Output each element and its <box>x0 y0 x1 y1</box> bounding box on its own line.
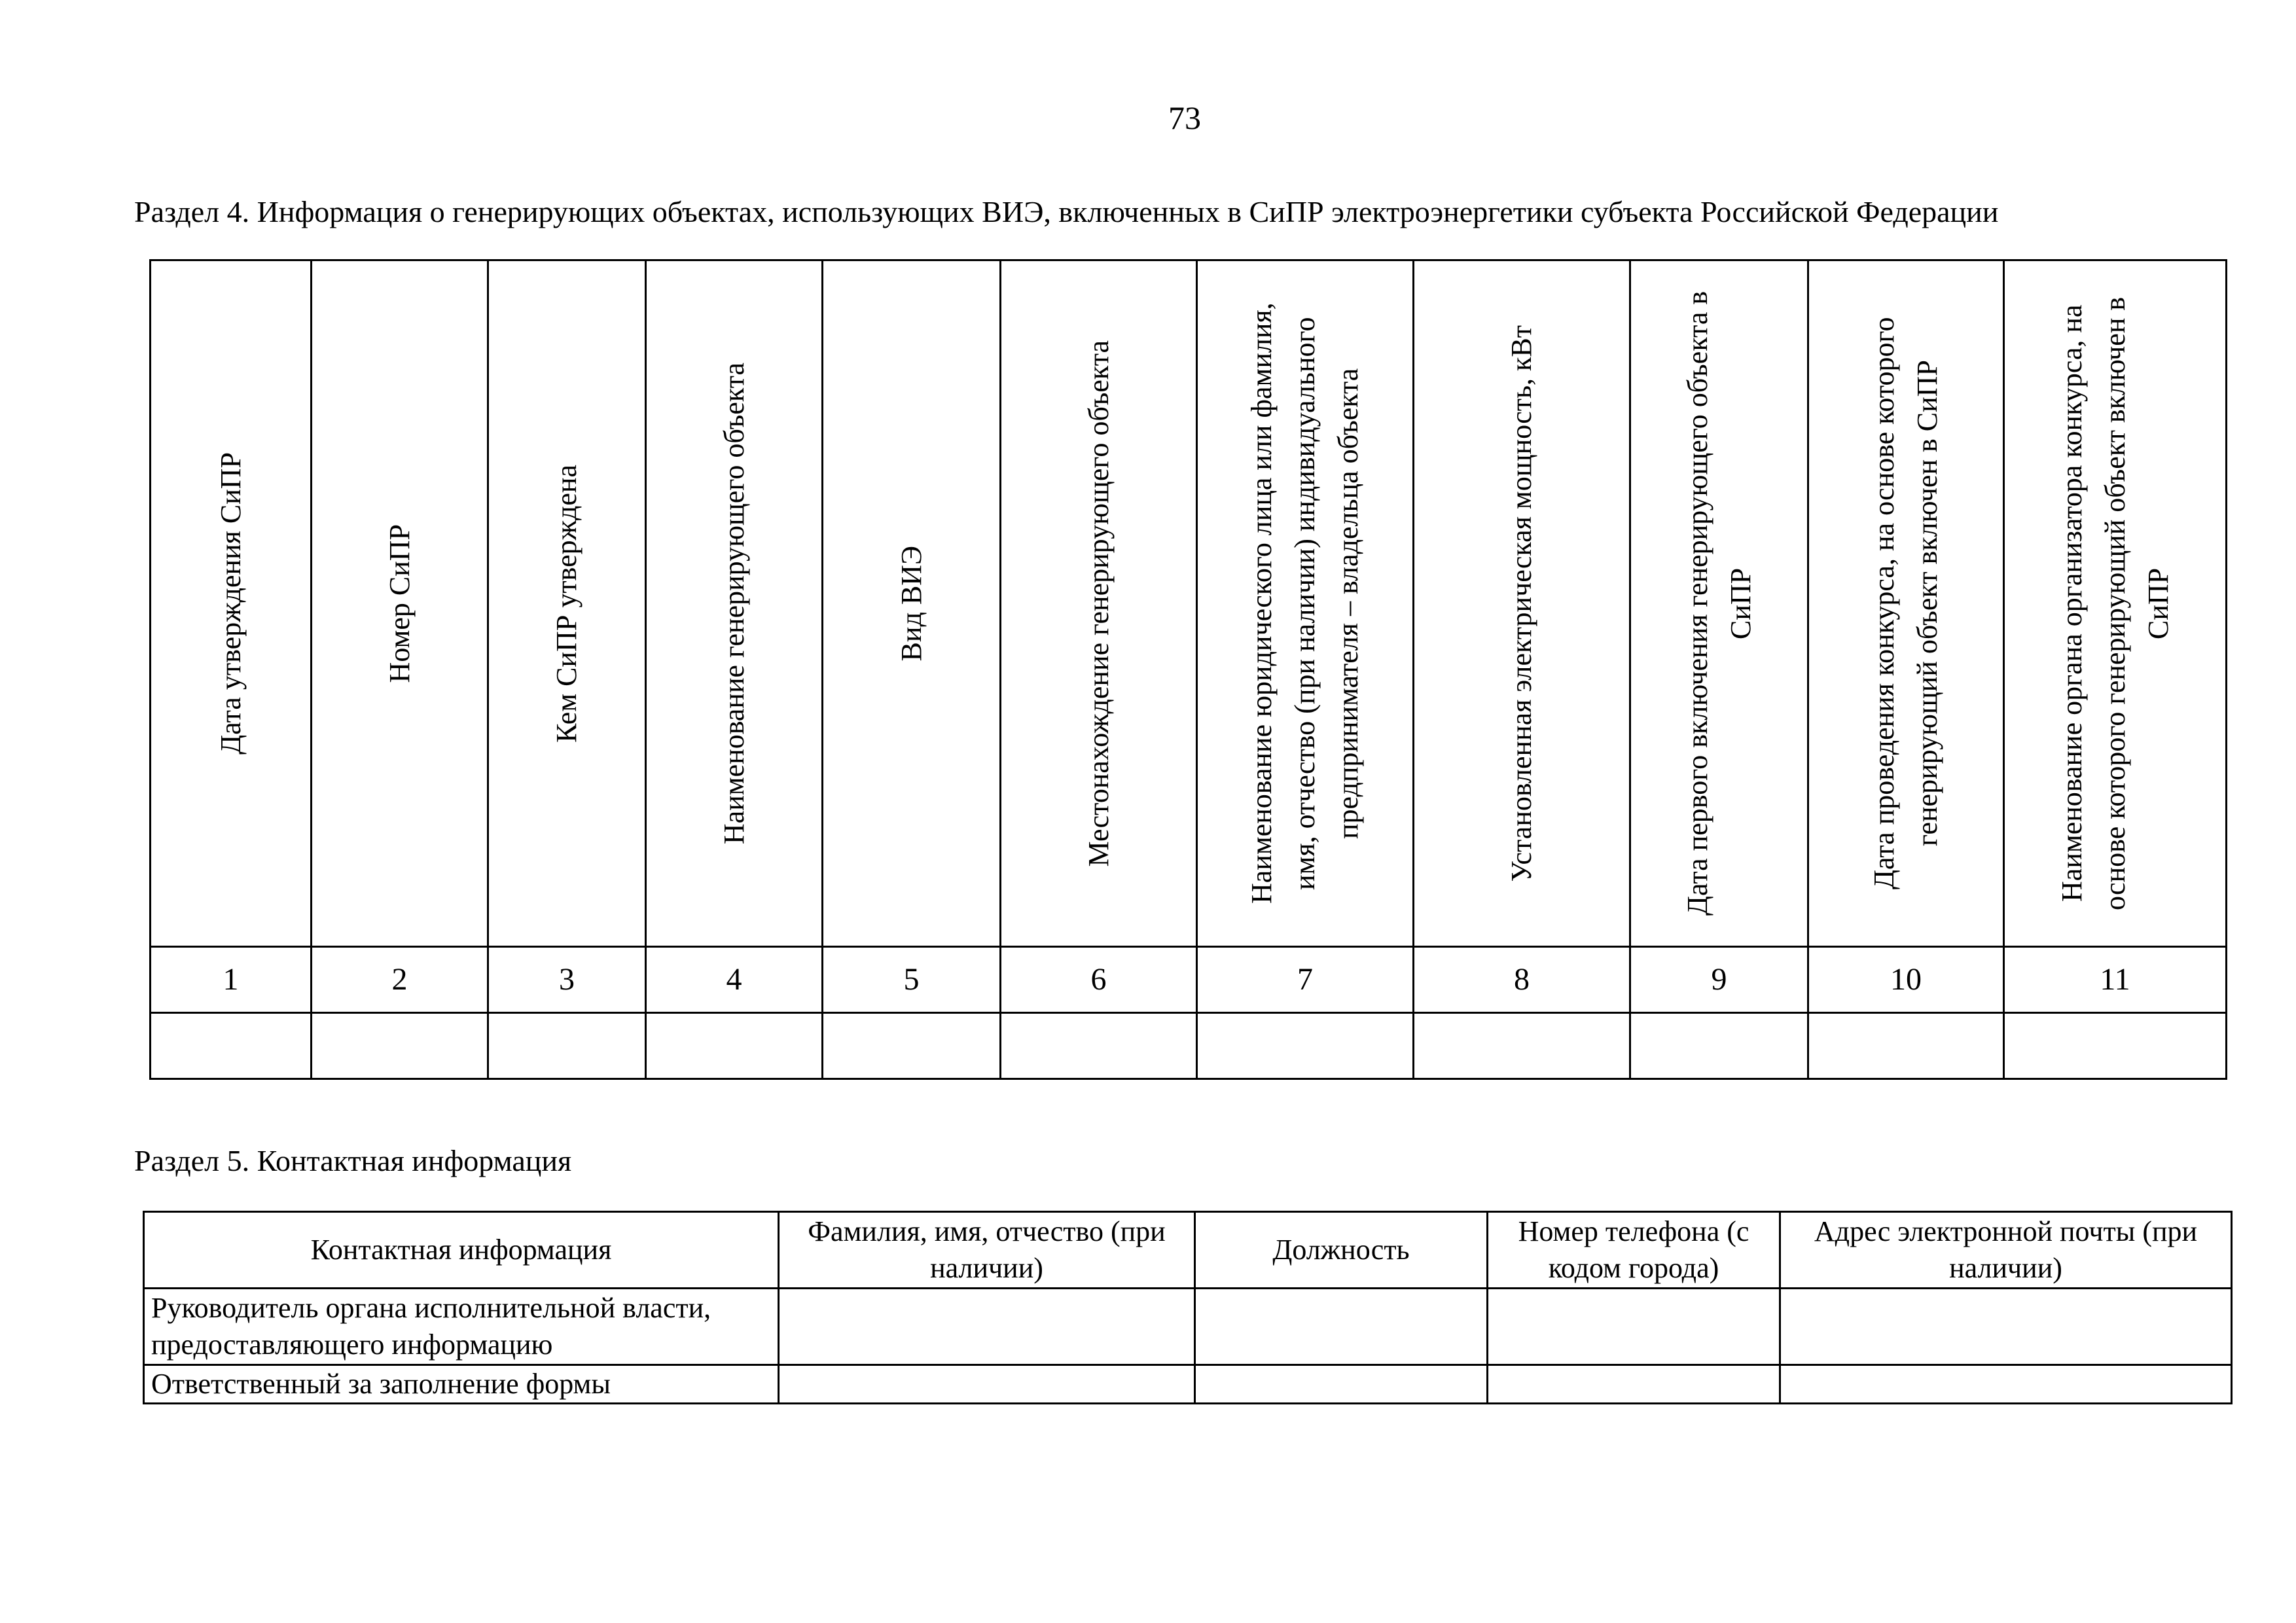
column-number: 6 <box>1001 947 1197 1013</box>
empty-cell <box>1414 1013 1630 1079</box>
column-header-label: Вид ВИЭ <box>895 545 927 662</box>
column-header <box>823 260 1001 947</box>
empty-cell <box>1197 1013 1414 1079</box>
contact-row <box>144 1365 2232 1404</box>
column-header <box>312 260 488 947</box>
generating-objects-table <box>149 259 2227 1080</box>
empty-cell <box>823 1013 1001 1079</box>
column-header <box>1001 260 1197 947</box>
column-number: 3 <box>488 947 646 1013</box>
contact-role-label: Руководитель органа исполнительной власти, предоставляющего информацию <box>144 1289 779 1365</box>
column-header <box>1630 260 1808 947</box>
column-header <box>488 260 646 947</box>
table-header-row <box>151 260 2227 947</box>
column-number: 1 <box>151 947 312 1013</box>
contact-header-cell: Фамилия, имя, отчество (при наличии) <box>779 1212 1195 1289</box>
column-header <box>1197 260 1414 947</box>
column-number: 9 <box>1630 947 1808 1013</box>
empty-cell <box>1780 1289 2232 1365</box>
column-number: 4 <box>646 947 823 1013</box>
column-number-row <box>151 947 2227 1013</box>
empty-cell <box>1001 1013 1197 1079</box>
empty-cell <box>779 1365 1195 1404</box>
column-header-label: Местонахождение генерирующего объекта <box>1082 340 1115 867</box>
section-4-title: Раздел 4. Информация о генерирующих объектах, использующих ВИЭ, включенных в СиПР электроэнергетики субъекта Российской Федерации <box>134 195 1999 228</box>
contact-role-label: Ответственный за заполнение формы <box>144 1365 779 1404</box>
empty-cell <box>779 1289 1195 1365</box>
column-number: 5 <box>823 947 1001 1013</box>
empty-cell <box>1808 1013 2004 1079</box>
empty-cell <box>1195 1365 1488 1404</box>
column-header <box>1808 260 2004 947</box>
empty-cell <box>488 1013 646 1079</box>
empty-data-row <box>151 1013 2227 1079</box>
section-5-title: Раздел 5. Контактная информация <box>134 1144 572 1177</box>
column-header-label: Наименование юридического лица или фамилия, имя, отчество (при наличии) индивидуального предпринимателя – владельца объекта <box>1246 302 1364 904</box>
contact-row <box>144 1289 2232 1365</box>
column-header-label: Дата проведения конкурса, на основе которого генерирующий объект включен в СиПР <box>1868 317 1943 890</box>
empty-cell <box>2004 1013 2227 1079</box>
empty-cell <box>312 1013 488 1079</box>
column-number: 2 <box>312 947 488 1013</box>
empty-cell <box>1195 1289 1488 1365</box>
column-number: 11 <box>2004 947 2227 1013</box>
contact-header-cell: Должность <box>1195 1212 1488 1289</box>
page-number: 73 <box>1168 99 1201 136</box>
contact-header-cell: Контактная информация <box>144 1212 779 1289</box>
column-number: 8 <box>1414 947 1630 1013</box>
contact-header-row <box>144 1212 2232 1289</box>
column-number: 10 <box>1808 947 2004 1013</box>
empty-cell <box>1488 1289 1780 1365</box>
column-header-label: Наименование генерирующего объекта <box>717 362 750 845</box>
contact-header-cell: Адрес электронной почты (при наличии) <box>1780 1212 2232 1289</box>
column-header-label: Номер СиПР <box>383 524 416 683</box>
empty-cell <box>151 1013 312 1079</box>
column-header-label: Дата утверждения СиПР <box>214 452 247 755</box>
column-header-label: Установленная электрическая мощность, кВт <box>1505 325 1537 882</box>
contact-header-cell: Номер телефона (с кодом города) <box>1488 1212 1780 1289</box>
empty-cell <box>1630 1013 1808 1079</box>
column-header-label: Наименование органа организатора конкурса, на основе которого генерирующий объект включен в СиПР <box>2055 296 2174 910</box>
column-header-label: Дата первого включения генерирующего объекта в СиПР <box>1681 291 1757 916</box>
column-number: 7 <box>1197 947 1414 1013</box>
contact-info-table <box>143 1211 2233 1404</box>
empty-cell <box>1780 1365 2232 1404</box>
column-header-label: Кем СиПР утверждена <box>550 464 583 743</box>
column-header <box>2004 260 2227 947</box>
column-header <box>1414 260 1630 947</box>
empty-cell <box>646 1013 823 1079</box>
empty-cell <box>1488 1365 1780 1404</box>
column-header <box>151 260 312 947</box>
column-header <box>646 260 823 947</box>
